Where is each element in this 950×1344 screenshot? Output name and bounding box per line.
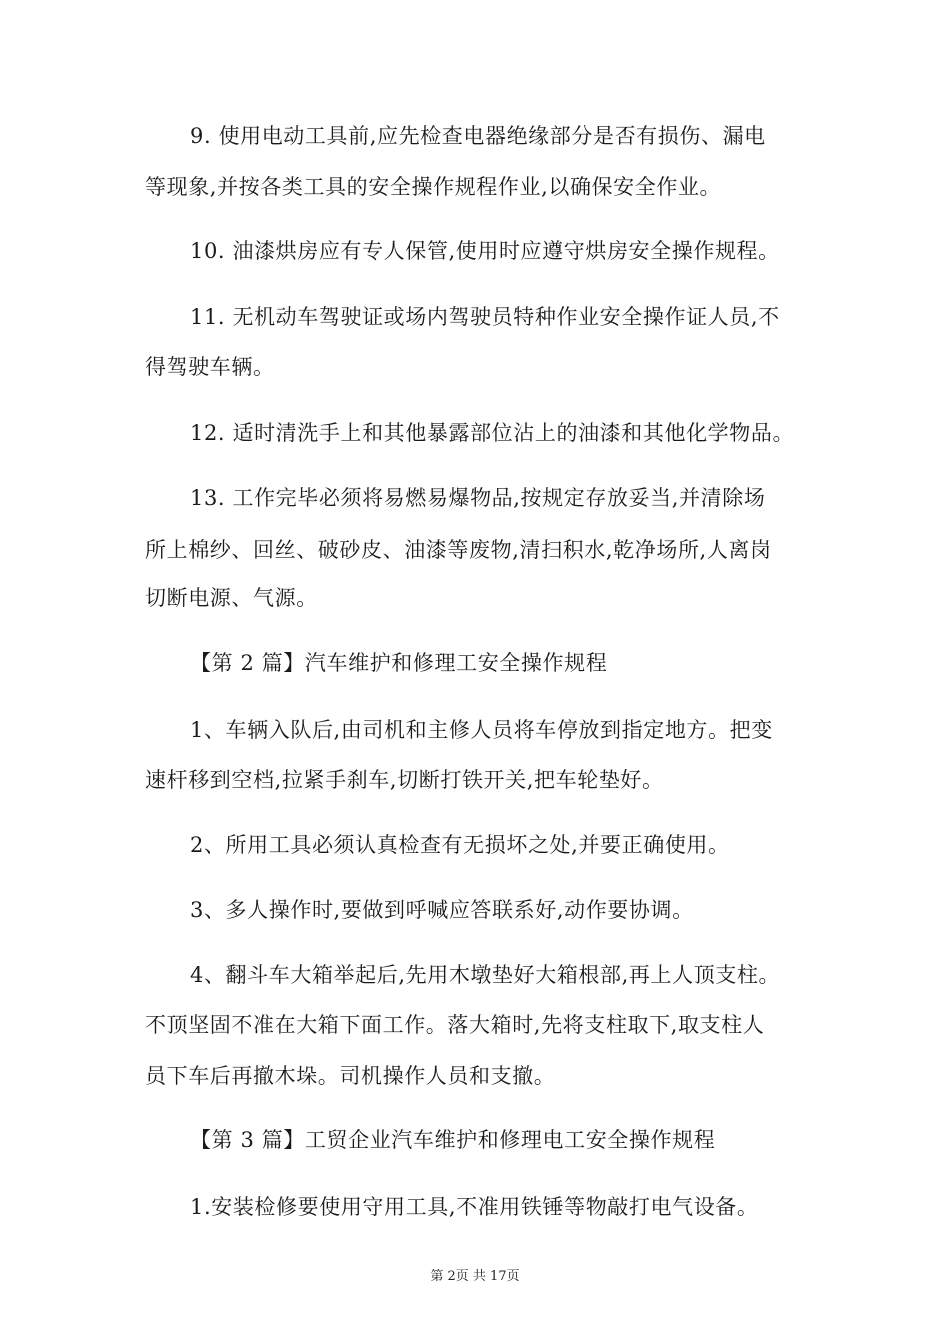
text-line: 1、车辆入队后,由司机和主修人员将车停放到指定地方。把变 <box>190 718 773 742</box>
section-heading: 【第 2 篇】汽车维护和修理工安全操作规程 <box>190 651 608 675</box>
section-heading: 【第 3 篇】工贸企业汽车维护和修理电工安全操作规程 <box>190 1128 716 1152</box>
text-line: 员下车后再撤木垛。司机操作人员和支撤。 <box>145 1064 556 1088</box>
text-line: 不顶坚固不准在大箱下面工作。落大箱时,先将支柱取下,取支柱人 <box>145 1013 765 1037</box>
text-line: 所上棉纱、回丝、破砂皮、油漆等废物,清扫积水,乾净场所,人离岗 <box>145 538 772 562</box>
text-line: 切断电源、气源。 <box>145 586 318 610</box>
text-line: 速杆移到空档,拉紧手刹车,切断打铁开关,把车轮垫好。 <box>145 768 664 792</box>
text-line: 等现象,并按各类工具的安全操作规程作业,以确保安全作业。 <box>145 175 722 199</box>
text-line: 1.安装检修要使用守用工具,不准用铁锤等物敲打电气设备。 <box>190 1195 759 1219</box>
text-line: 9. 使用电动工具前,应先检查电器绝缘部分是否有损伤、漏电 <box>190 124 766 148</box>
text-line: 13. 工作完毕必须将易燃易爆物品,按规定存放妥当,并清除场 <box>190 486 766 510</box>
text-line: 12. 适时清洗手上和其他暴露部位沾上的油漆和其他化学物品。 <box>190 421 795 445</box>
text-line: 10. 油漆烘房应有专人保管,使用时应遵守烘房安全操作规程。 <box>190 239 780 263</box>
text-line: 4、翻斗车大箱举起后,先用木墩垫好大箱根部,再上人顶支柱。 <box>190 963 781 987</box>
text-line: 2、所用工具必须认真检查有无损坏之处,并要正确使用。 <box>190 833 730 857</box>
text-line: 11. 无机动车驾驶证或场内驾驶员特种作业安全操作证人员,不 <box>190 305 780 329</box>
text-line: 3、多人操作时,要做到呼喊应答联系好,动作要协调。 <box>190 898 694 922</box>
page-number: 第 2页 共 17页 <box>430 1269 520 1284</box>
text-line: 得驾驶车辆。 <box>145 355 275 379</box>
